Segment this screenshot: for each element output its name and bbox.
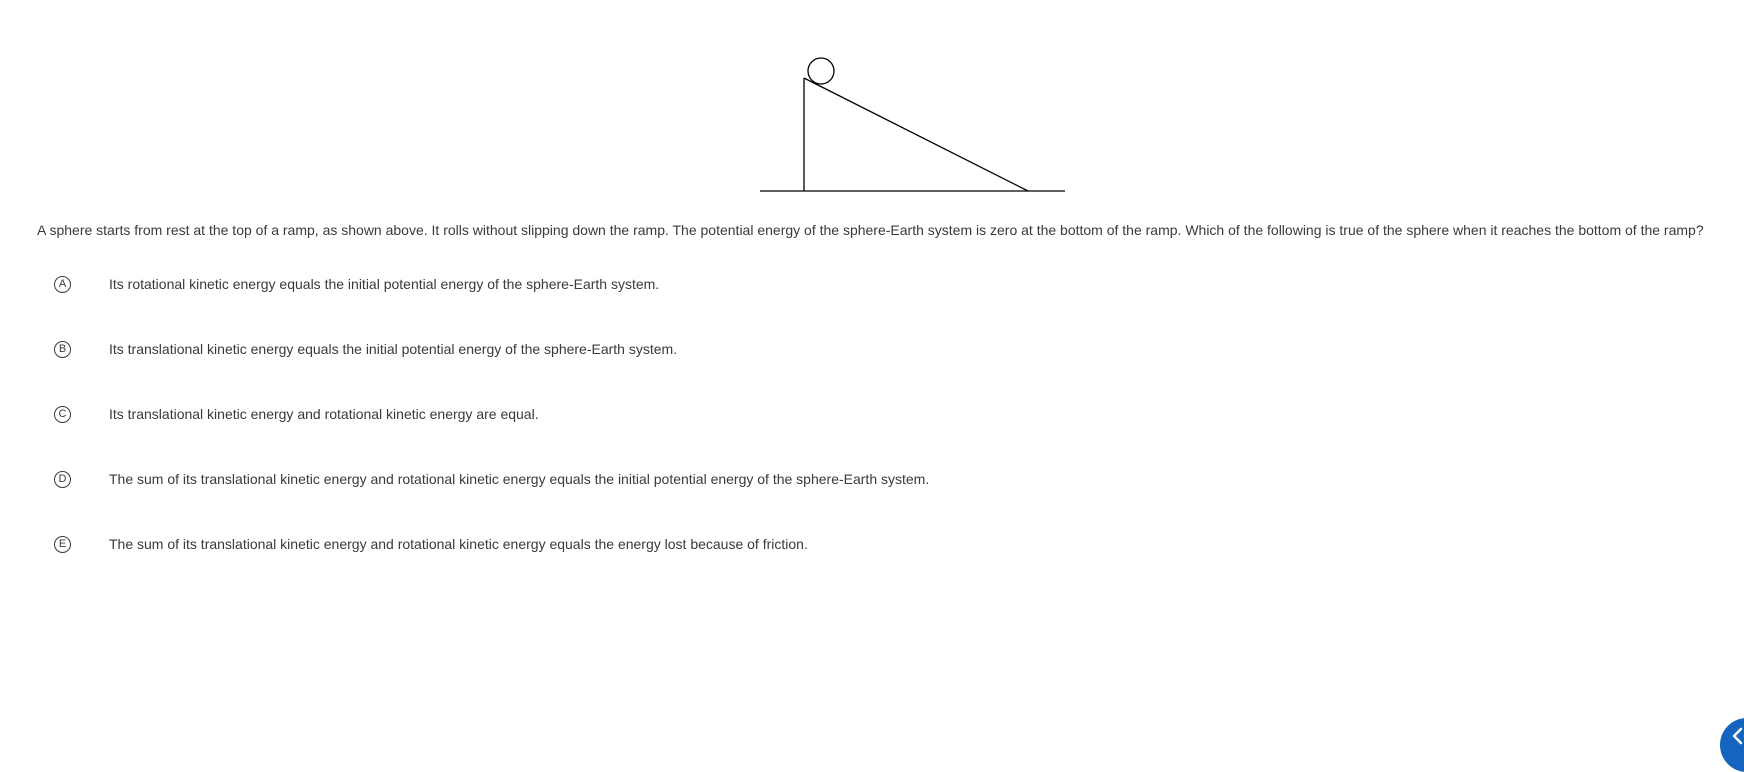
choice-a[interactable] xyxy=(54,272,659,296)
choice-c-bubble[interactable]: C xyxy=(54,406,71,423)
choice-d-text: The sum of its translational kinetic energy and rotational kinetic energy equals the initial potential energy of the sphere-Earth system. xyxy=(109,471,930,487)
choice-e-bubble[interactable]: E xyxy=(54,536,71,553)
choice-c[interactable] xyxy=(54,402,539,426)
question-text: A sphere starts from rest at the top of a ramp, as shown above. It rolls without slipping down the ramp. The potential energy of the sphere-Earth system is zero at the bottom of the ramp. Which of the following is true of the sphere when it reaches the bottom of the ramp? xyxy=(37,222,1704,238)
choice-d-bubble[interactable]: D xyxy=(54,471,71,488)
chevron-left-icon xyxy=(1728,726,1744,746)
choice-a-bubble[interactable]: A xyxy=(54,276,71,293)
choice-d[interactable] xyxy=(54,467,929,491)
choice-c-text: Its translational kinetic energy and rotational kinetic energy are equal. xyxy=(109,406,539,422)
choice-e-text: The sum of its translational kinetic energy and rotational kinetic energy equals the energy lost because of friction. xyxy=(109,536,808,552)
choice-e[interactable] xyxy=(54,532,808,556)
choice-b-bubble[interactable]: B xyxy=(54,341,71,358)
choice-b[interactable] xyxy=(54,337,677,361)
choice-a-text: Its rotational kinetic energy equals the initial potential energy of the sphere-Earth system. xyxy=(109,276,660,292)
choice-b-text: Its translational kinetic energy equals the initial potential energy of the sphere-Earth system. xyxy=(109,341,678,357)
